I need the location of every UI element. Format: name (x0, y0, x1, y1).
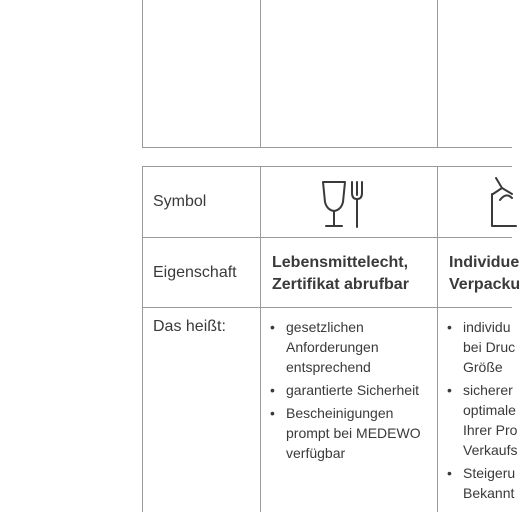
column-1-bullet-list (268, 317, 421, 466)
custom-packaging-icon (488, 176, 518, 230)
column-1-title-line-1: Lebensmittelecht, (272, 254, 409, 271)
list-item: • Steigeru Bekannt (445, 463, 517, 503)
column-2-title-line-2: Verpacku (449, 276, 520, 293)
list-item: • sicherer optimale Ihrer Pro Verkaufs (445, 380, 517, 460)
row-label-meaning: Das heißt: (153, 318, 226, 335)
column-2-title-line-1: Individue (449, 254, 520, 271)
row-label-property: Eigenschaft (153, 264, 237, 281)
column-1-title-line-2: Zertifikat abrufbar (272, 276, 409, 293)
list-item: • individu bei Druc Größe (445, 317, 517, 377)
row-label-symbol: Symbol (153, 193, 207, 210)
upper-table-border-left (142, 0, 143, 148)
table-column-divider-1 (260, 166, 261, 512)
upper-table-divider-1 (260, 0, 261, 148)
table-border-left (142, 166, 143, 512)
table-column-divider-2 (437, 166, 438, 512)
list-item: • gesetzlichen Anforderungen entsprechend (268, 317, 421, 377)
list-item: • garantierte Sicherheit (268, 380, 421, 400)
list-item: • Bescheinigungen prompt bei MEDEWO verfügbar (268, 403, 421, 463)
upper-table-border-bottom (142, 147, 512, 148)
table-row-divider-1 (142, 237, 512, 238)
table-row-divider-2 (142, 307, 512, 308)
table-border-top (142, 166, 512, 167)
upper-table-divider-2 (437, 0, 438, 148)
column-2-bullet-list (445, 317, 517, 506)
glass-and-fork-icon (318, 178, 368, 230)
